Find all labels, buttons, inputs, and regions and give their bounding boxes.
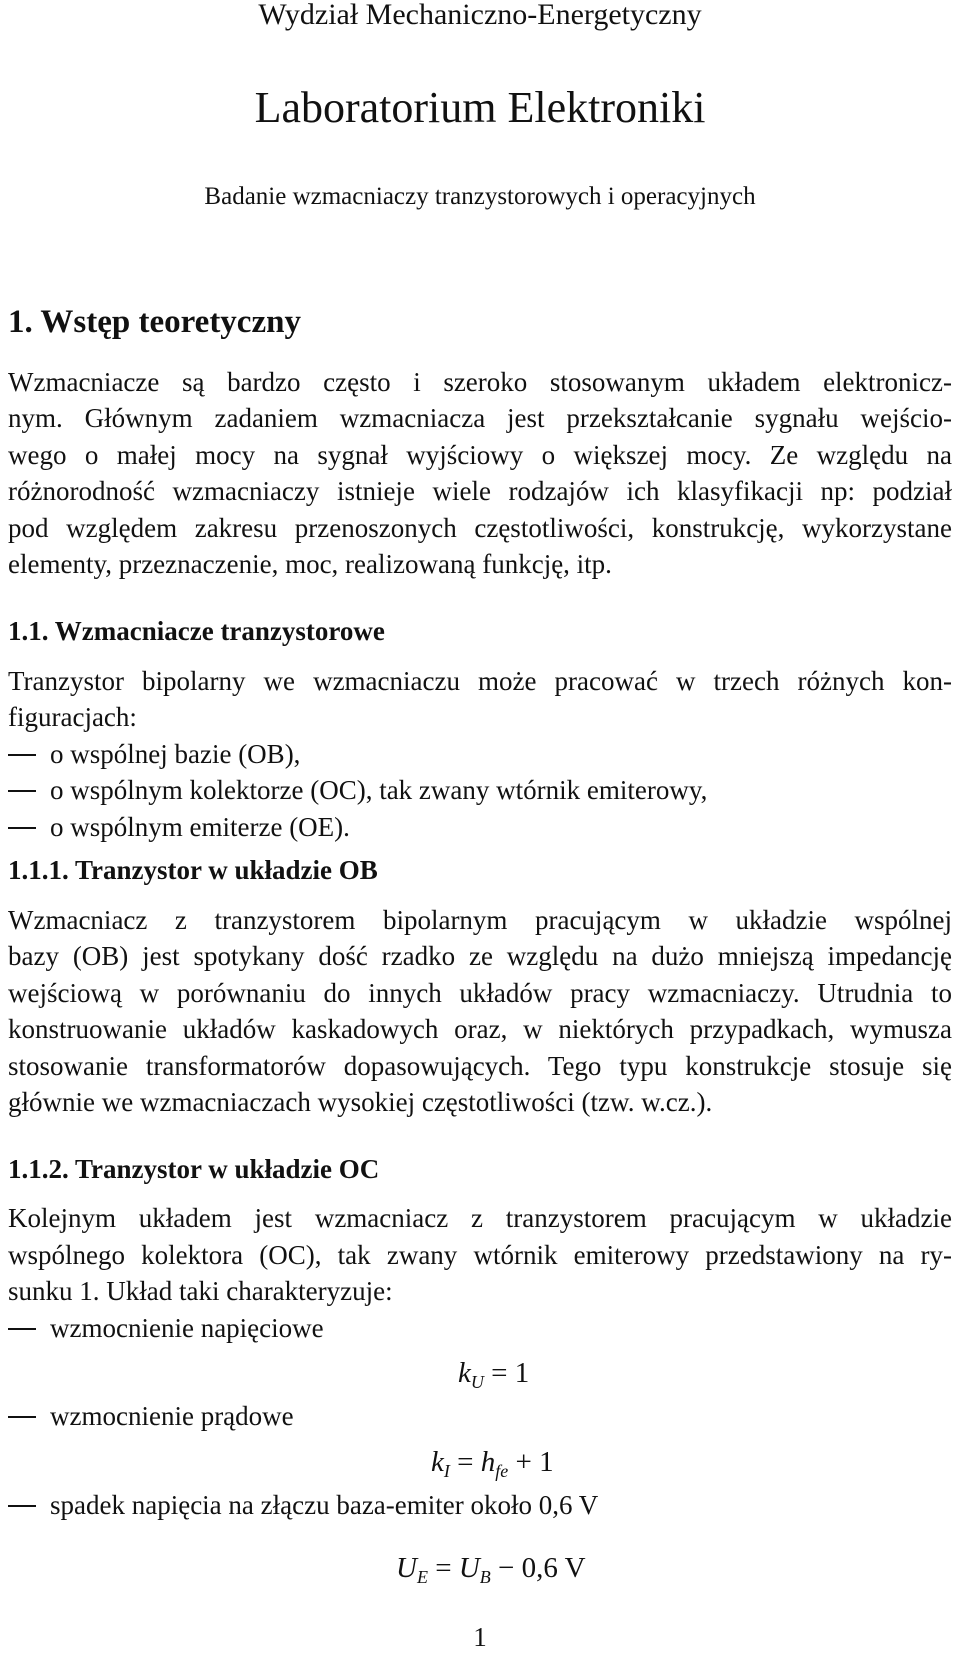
paragraph-line: wego o małej mocy na sygnał wyjściowy o większej mocy. Ze względu na [8,440,952,470]
paragraph-line: różnorodność wzmacniaczy istnieje wiele rodzajów ich klasyfikacji np: podział [8,476,952,506]
document-page [8,0,952,1656]
list-item: o wspólnym emiterze (OE). [8,810,350,844]
paragraph-line: Tranzystor bipolarny we wzmacniaczu może pracować w trzech różnych kon- [8,666,952,696]
list-item: o wspólnej bazie (OB), [8,737,300,771]
section-heading-1-1-1: 1.1.1. Tranzystor w układzie OB [8,855,378,885]
page-number: 1 [473,1622,487,1652]
paragraph-line: pod względem zakresu przenoszonych częstotliwości, konstrukcję, wykorzystane [8,513,952,543]
paragraph-line: sunku 1. Układ taki charakteryzuje: [8,1276,393,1306]
section-heading-1-1: 1.1. Wzmacniacze tranzystorowe [8,616,385,646]
section-heading-1: 1. Wstęp teoretyczny [8,304,301,340]
formula-current-gain: $k_I = h_{fe} + 1$ [431,1446,554,1481]
paragraph-line: elementy, przeznaczenie, moc, realizowaną funkcję, itp. [8,549,612,579]
document-subtitle: Badanie wzmacniaczy tranzystorowych i operacyjnych [204,183,756,210]
paragraph-line: Kolejnym układem jest wzmacniacz z tranzystorem pracującym w układzie [8,1203,952,1233]
faculty-name: Wydział Mechaniczno-Energetyczny [258,0,702,31]
list-item: wzmocnienie napięciowe [8,1311,324,1345]
paragraph-line: wejściową w porównaniu do innych układów pracy wzmacniaczy. Utrudnia to [8,978,952,1008]
list-item: spadek napięcia na złączu baza-emiter około 0,6 V [8,1488,598,1522]
paragraph-line: bazy (OB) jest spotykany dość rzadko ze względu na dużo mniejszą impedancję [8,941,952,971]
paragraph-line: wspólnego kolektora (OC), tak zwany wtórnik emiterowy przedstawiony na ry- [8,1240,952,1270]
formula-voltage-gain: $k_U = 1$ [458,1357,530,1392]
document-title: Laboratorium Elektroniki [254,83,706,132]
section-heading-1-1-2: 1.1.2. Tranzystor w układzie OC [8,1154,380,1184]
paragraph-line: stosowanie transformatorów dopasowujących. Tego typu konstrukcje stosuje się [8,1051,952,1081]
paragraph-line: Wzmacniacze są bardzo często i szeroko stosowanym układem elektronicz- [8,367,952,397]
em-dash-bullet [8,1416,36,1418]
list-item: o wspólnym kolektorze (OC), tak zwany wtórnik emiterowy, [8,773,707,807]
em-dash-bullet [8,754,36,756]
paragraph-line: głównie we wzmacniaczach wysokiej częstotliwości (tzw. w.cz.). [8,1087,713,1117]
paragraph-line: Wzmacniacz z tranzystorem bipolarnym pracującym w układzie wspólnej [8,905,952,935]
paragraph-line: figuracjach: [8,702,137,732]
list-item: wzmocnienie prądowe [8,1399,294,1433]
paragraph-line: nym. Głównym zadaniem wzmacniacza jest przekształcanie sygnału wejścio- [8,403,952,433]
paragraph-line: konstruowanie układów kaskadowych oraz, w niektórych przypadkach, wymusza [8,1014,952,1044]
formula-emitter-voltage: $U_E = U_B - 0,6$ V [396,1552,586,1587]
em-dash-bullet [8,1505,36,1507]
em-dash-bullet [8,790,36,792]
em-dash-bullet [8,827,36,829]
em-dash-bullet [8,1328,36,1330]
